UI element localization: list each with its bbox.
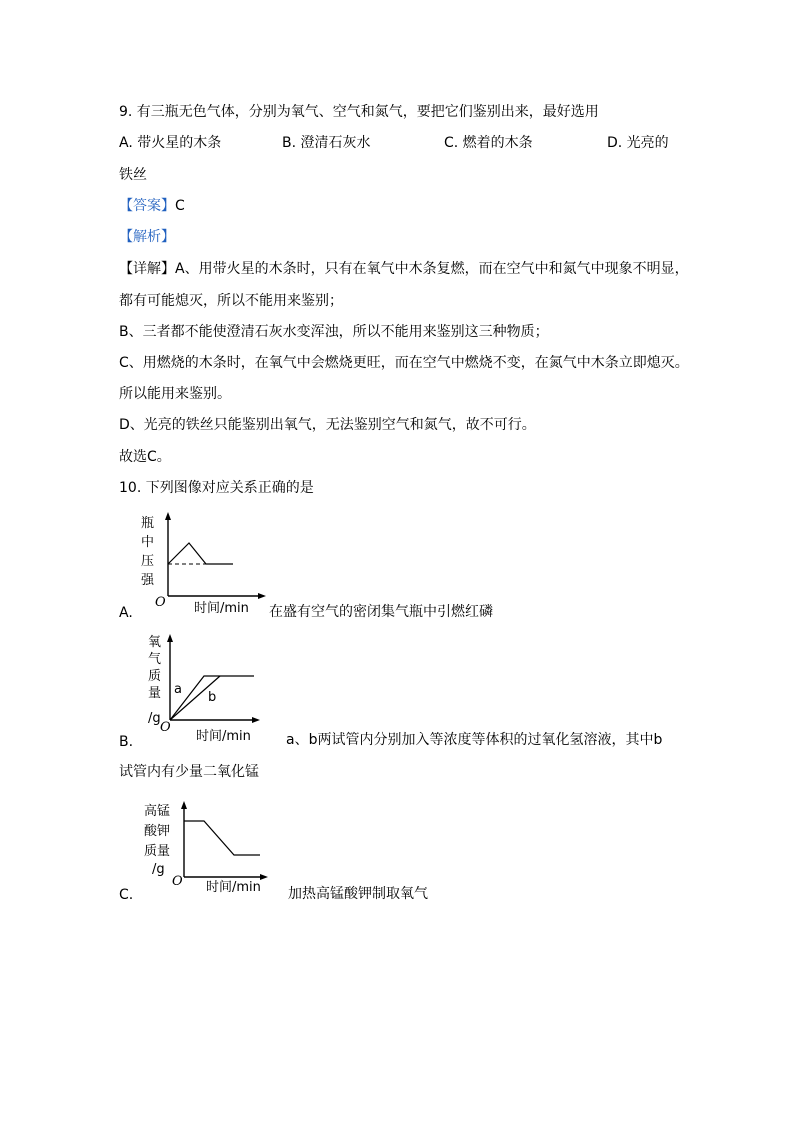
graph-c-curve [184, 821, 260, 855]
graph-a-y-arrow [165, 512, 171, 520]
q9-option-c: C. 燃着的木条 [444, 135, 533, 151]
detail-line-1 [119, 259, 689, 279]
graph-a-origin: O [155, 595, 166, 610]
graph-c-ylabel-4: /g [152, 862, 165, 877]
graph-a-xlabel: 时间/min [194, 601, 249, 616]
graph-b-ylabel-5: /g [148, 711, 161, 726]
graph-a-ylabel-4: 强 [141, 573, 155, 588]
detail-line-7: 故选C。 [119, 449, 171, 465]
detail-line-5: 所以能用来鉴别。 [119, 386, 231, 402]
graph-c-ylabel-3: 质量 [144, 844, 171, 859]
graph-b-y-arrow [167, 634, 173, 642]
q10-option-a-letter: A. [119, 605, 133, 621]
detail-text-1: A、用带火星的木条时，只有在氧气中木条复燃，而在空气中和氮气中现象不明显， [175, 261, 689, 277]
graph-a-ylabel-3: 压 [141, 554, 155, 569]
graph-b-ylabel-2: 气 [148, 652, 162, 667]
graph-a-ylabel-1: 瓶 [141, 516, 155, 531]
graph-b-ylabel-3: 质 [148, 669, 162, 684]
q10-stem: 10. 下列图像对应关系正确的是 [119, 480, 314, 496]
q9-option-b: B. 澄清石灰水 [282, 135, 371, 151]
graph-a-curve [168, 543, 233, 564]
graph-c-xlabel: 时间/min [206, 880, 261, 895]
q10-option-b-desc-wrap: 试管内有少量二氧化锰 [119, 764, 259, 780]
graph-b-xlabel: 时间/min [196, 729, 251, 744]
graph-c-x-arrow [260, 874, 268, 880]
graph-a-x-arrow [258, 593, 266, 599]
q9-option-d: D. 光亮的 [607, 135, 669, 151]
analysis-tag: 【解析】 [119, 229, 175, 245]
graph-b-ylabel-4: 量 [148, 686, 162, 701]
graph-b-curve-b-label: b [208, 690, 217, 705]
graph-c [142, 797, 272, 897]
graph-b [140, 630, 270, 750]
graph-c-ylabel-2: 酸钾 [144, 824, 171, 839]
answer-tag: 【答案】 [119, 198, 175, 214]
q10-option-b-desc: a、b两试管内分别加入等浓度等体积的过氧化氢溶液，其中b [286, 732, 663, 748]
graph-b-curve-a-label: a [174, 682, 182, 697]
graph-a [138, 510, 268, 620]
detail-tag: 【详解】 [119, 261, 175, 277]
detail-line-2: 都有可能熄灭，所以不能用来鉴别； [119, 293, 343, 309]
graph-c-origin: O [172, 874, 183, 889]
q10-option-a-desc: 在盛有空气的密闭集气瓶中引燃红磷 [269, 604, 493, 620]
q10-option-c-desc: 加热高锰酸钾制取氧气 [288, 886, 428, 902]
q9-answer [119, 196, 185, 216]
detail-line-6: D、光亮的铁丝只能鉴别出氧气，无法鉴别空气和氮气，故不可行。 [119, 417, 536, 433]
detail-line-4: C、用燃烧的木条时，在氧气中会燃烧更旺，而在空气中燃烧不变，在氮气中木条立即熄灭。 [119, 355, 689, 371]
graph-c-ylabel-1: 高锰 [144, 804, 171, 819]
q9-option-d-wrap: 铁丝 [119, 167, 147, 183]
graph-c-y-arrow [181, 801, 187, 809]
q9-stem: 9. 有三瓶无色气体，分别为氧气、空气和氮气，要把它们鉴别出来，最好选用 [119, 104, 599, 120]
graph-b-origin: O [160, 720, 171, 735]
answer-value: C [175, 198, 185, 214]
detail-line-3: B、三者都不能使澄清石灰水变浑浊，所以不能用来鉴别这三种物质； [119, 324, 549, 340]
q9-option-a: A. 带火星的木条 [119, 135, 222, 151]
graph-b-ylabel-1: 氧 [148, 635, 162, 650]
graph-a-ylabel-2: 中 [141, 535, 155, 550]
q10-option-c-letter: C. [119, 887, 134, 903]
q10-option-b-letter: B. [119, 734, 134, 750]
graph-b-x-arrow [252, 717, 260, 723]
